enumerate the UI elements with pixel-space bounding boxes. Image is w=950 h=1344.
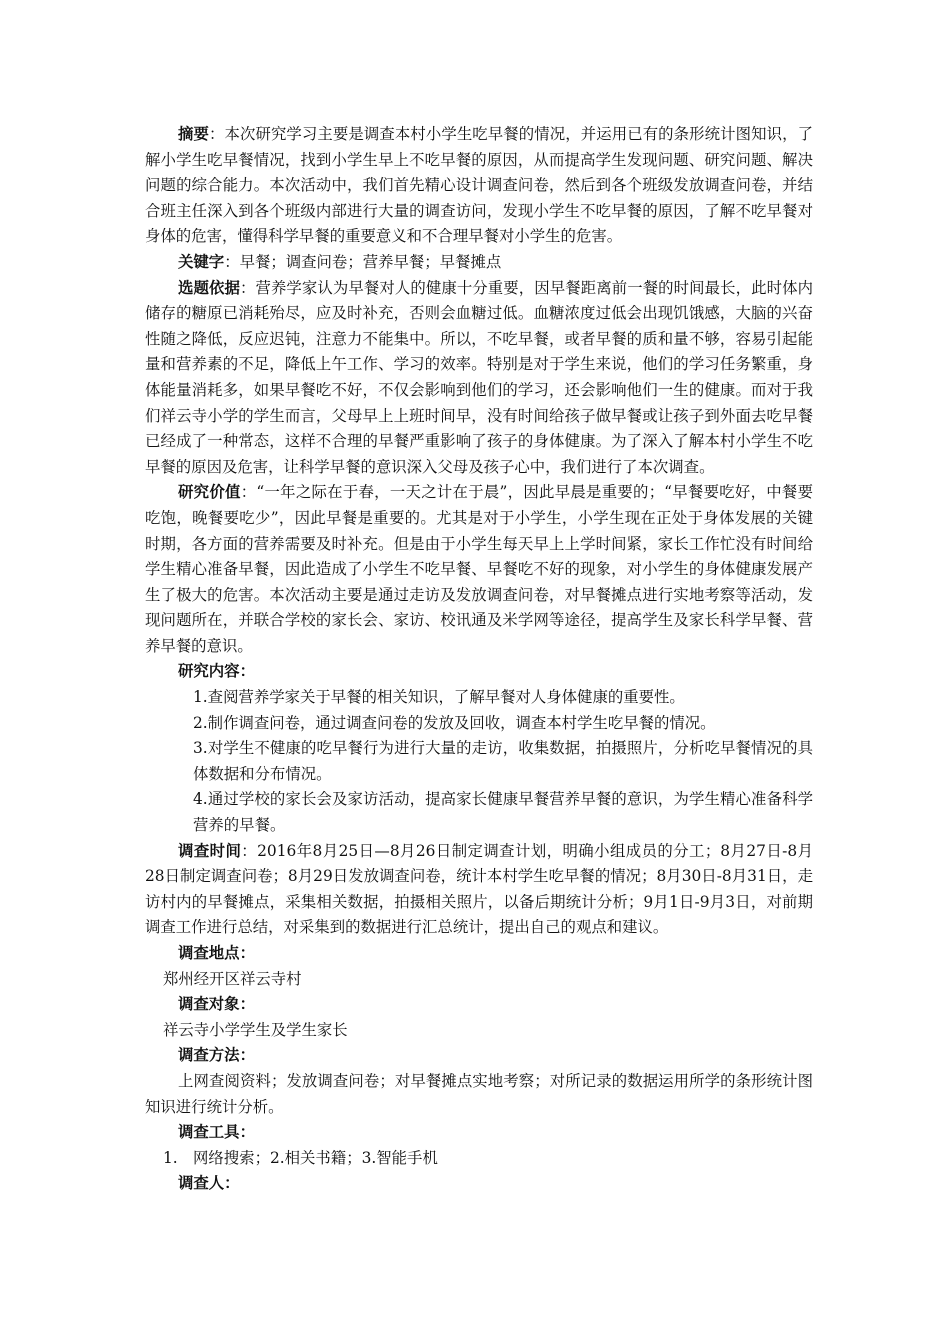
keywords-paragraph <box>145 250 813 276</box>
object-text: 祥云寺小学学生及学生家长 <box>163 1020 348 1039</box>
time-paragraph <box>145 839 813 941</box>
document-body <box>145 122 813 1197</box>
person-heading: 调查人： <box>178 1174 240 1193</box>
basis-paragraph <box>145 276 813 481</box>
time-label: 调查时间 <box>178 841 242 860</box>
value-text: ：“一年之际在于春，一天之计在于晨”，因此早晨是重要的；“早餐要吃好，中餐要吃饱，晚餐要吃少”，因此早餐是重要的。尤其是对于小学生，小学生现在正处于身体发展的关键时期，各方面的营养需要及时补充。但是由于小学生每天早上上学时间紧，家长工作忙没有时间给学生精心准备早餐，因此造成了小学生不吃早餐、早餐吃不好的现象，对小学生的身体健康发展产生了极大的危害。本次活动主要是通过走访及发放调查问卷，对早餐摊点进行实地考察等活动，发现问题所在，并联合学校的家长会、家访、校讯通及米学网等途径，提高学生及家长科学早餐、营养早餐的意识。 <box>145 483 813 655</box>
content-heading: 研究内容： <box>178 662 255 681</box>
value-label: 研究价值 <box>178 483 241 502</box>
content-list-item: 3.对学生不健康的吃早餐行为进行大量的走访，收集数据，拍摄照片，分析吃早餐情况的具体数据和分布情况。 <box>193 739 813 783</box>
content-list-item: 1.查阅营养学家关于早餐的相关知识，了解早餐对人身体健康的重要性。 <box>193 688 685 707</box>
abstract-paragraph <box>145 122 813 250</box>
place-heading: 调查地点： <box>178 944 255 962</box>
tools-text: 网络搜索；2.相关书籍；3.智能手机 <box>193 1148 438 1167</box>
abstract-text: ：本次研究学习主要是调查本村小学生吃早餐的情况，并运用已有的条形统计图知识，了解小学生吃早餐情况，找到小学生早上不吃早餐的原因，从而提高学生发现问题、研究问题、解决问题的综合能力。本次活动中，我们首先精心设计调查问卷，然后到各个班级发放调查问卷，并结合班主任深入到各个班级内部进行大量的调查访问，发现小学生不吃早餐的原因，了解不吃早餐对身体的危害，懂得科学早餐的重要意义和不合理早餐对小学生的危害。 <box>145 125 813 246</box>
abstract-label: 摘要 <box>178 125 209 143</box>
content-list-item: 2.制作调查问卷，通过调查问卷的发放及回收，调查本村学生吃早餐的情况。 <box>193 713 716 732</box>
object-heading: 调查对象： <box>178 995 255 1014</box>
tools-heading: 调查工具： <box>178 1123 255 1142</box>
time-text: ：2016年8月25日—8月26日制定调查计划，明确小组成员的分工；8月27日-8月28日制定调查问卷；8月29日发放调查问卷，统计本村学生吃早餐的情况；8月30日-8月31日，走访村内的早餐摊点，采集相关数据，拍摄相关照片，以备后期统计分析；9月1日-9月3日，对前期调查工作进行总结，对采集到的数据进行汇总统计，提出自己的观点和建议。 <box>145 841 813 937</box>
tools-number: 1. <box>163 1148 178 1167</box>
tools-line <box>145 1146 813 1172</box>
method-text: 上网查阅资料；发放调查问卷；对早餐摊点实地考察；对所记录的数据运用所学的条形统计图知识进行统计分析。 <box>145 1071 813 1116</box>
content-list-item: 4.通过学校的家长会及家访活动，提高家长健康早餐营养早餐的意识，为学生精心准备科学营养的早餐。 <box>193 790 813 835</box>
keywords-text: ：早餐；调查问卷；营养早餐；早餐摊点 <box>224 252 502 271</box>
method-heading: 调查方法： <box>178 1046 255 1065</box>
basis-label: 选题依据 <box>178 278 240 297</box>
place-text: 郑州经开区祥云寺村 <box>163 969 302 988</box>
basis-text: ：营养学家认为早餐对人的健康十分重要，因早餐距离前一餐的时间最长，此时体内储存的糖原已消耗殆尽，应及时补充，否则会血糖过低。血糖浓度过低会出现饥饿感，大脑的兴奋性随之降低，反应迟钝，注意力不能集中。所以，不吃早餐，或者早餐的质和量不够，容易引起能量和营养素的不足，降低上午工作、学习的效率。特别是对于学生来说，他们的学习任务繁重，身体能量消耗多，如果早餐吃不好，不仅会影响到他们的学习，还会影响他们一生的健康。而对于我们祥云寺小学的学生而言，父母早上上班时间早，没有时间给孩子做早餐或让孩子到外面去吃早餐已经成了一种常态，这样不合理的早餐严重影响了孩子的身体健康。为了深入了解本村小学生不吃早餐的原因及危害，让科学早餐的意识深入父母及孩子心中，我们进行了本次调查。 <box>145 278 813 476</box>
keywords-label: 关键字 <box>178 252 225 271</box>
value-paragraph <box>145 480 813 659</box>
content-list <box>145 685 813 839</box>
